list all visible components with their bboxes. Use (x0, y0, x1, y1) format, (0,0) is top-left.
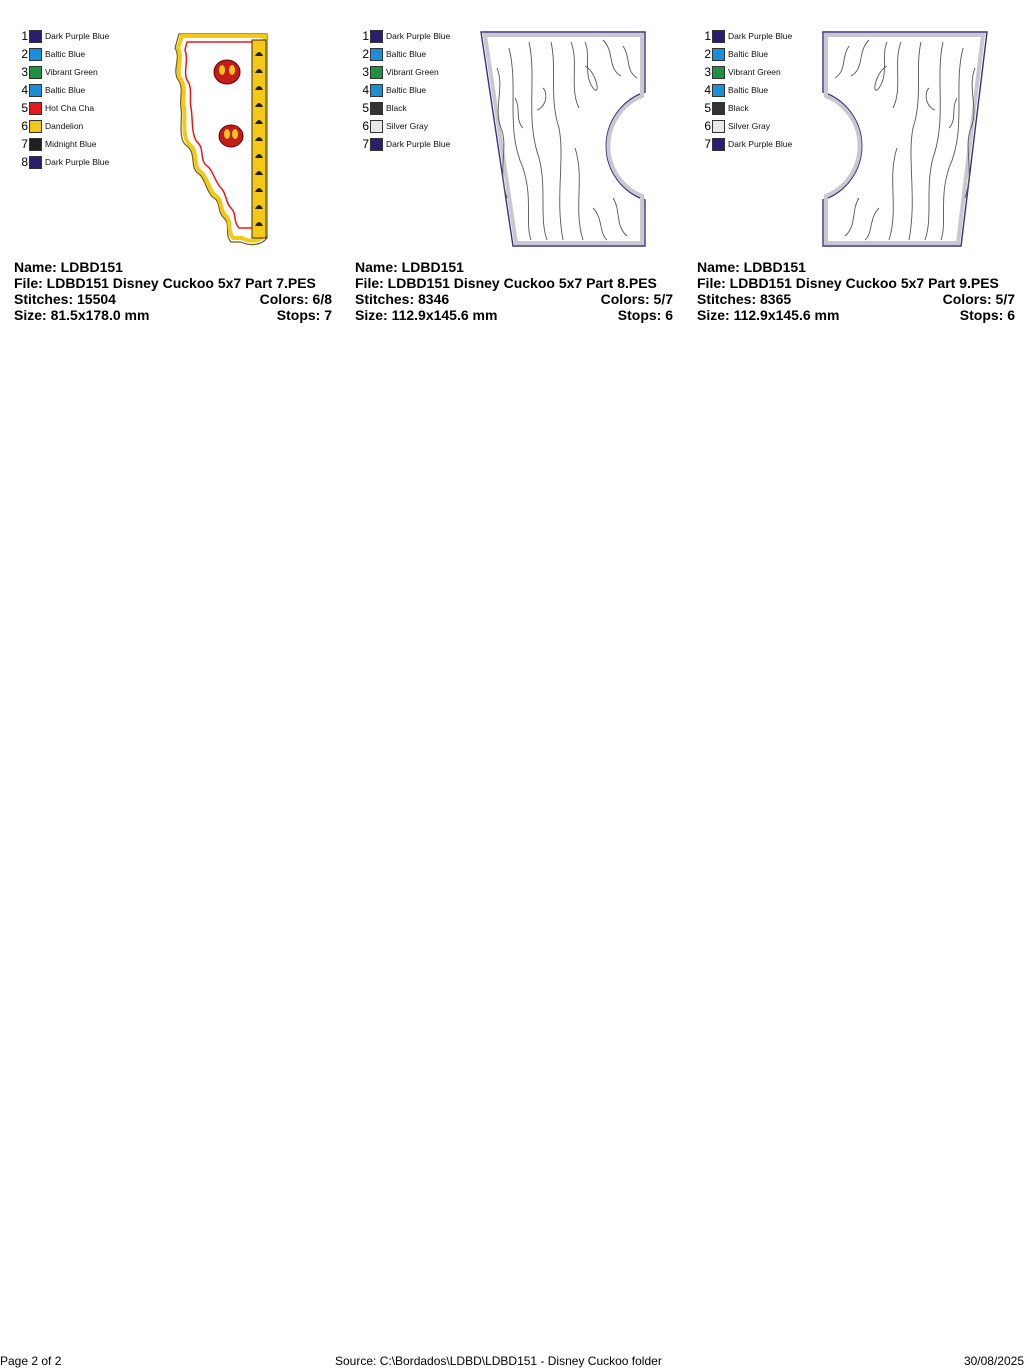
stop-count: Stops: 7 (276, 307, 332, 323)
design-name: Name: LDBD151 (355, 259, 464, 275)
color-swatch (29, 48, 42, 61)
design-card-part-7 (14, 0, 344, 330)
palette-row: 4 Baltic Blue (362, 83, 427, 97)
palette-row: 7 Midnight Blue (21, 137, 97, 151)
color-swatch (29, 30, 42, 43)
color-swatch (370, 84, 383, 97)
color-swatch (29, 84, 42, 97)
design-size: Size: 112.9x145.6 mm (355, 307, 498, 323)
design-info (697, 259, 1015, 323)
color-count: Colors: 6/8 (259, 291, 332, 307)
palette-row: 2 Baltic Blue (21, 47, 86, 61)
color-swatch (712, 30, 725, 43)
design-card-part-8 (355, 0, 685, 330)
design-file: File: LDBD151 Disney Cuckoo 5x7 Part 8.PES (355, 275, 657, 291)
palette-row: 4 Baltic Blue (21, 83, 86, 97)
page-number: Page 2 of 2 (0, 1354, 62, 1368)
palette-row: 5 Black (362, 101, 407, 115)
color-swatch (29, 66, 42, 79)
palette-row: 1 Dark Purple Blue (704, 29, 793, 43)
color-swatch (712, 66, 725, 79)
stitch-count: Stitches: 15504 (14, 291, 116, 307)
color-count: Colors: 5/7 (600, 291, 673, 307)
palette-row: 1 Dark Purple Blue (21, 29, 110, 43)
palette-row: 4 Baltic Blue (704, 83, 769, 97)
design-name: Name: LDBD151 (697, 259, 806, 275)
stitch-count: Stitches: 8346 (355, 291, 450, 307)
palette-row: 5 Hot Cha Cha (21, 101, 95, 115)
design-size: Size: 112.9x145.6 mm (697, 307, 840, 323)
design-size: Size: 81.5x178.0 mm (14, 307, 150, 323)
design-file: File: LDBD151 Disney Cuckoo 5x7 Part 7.PES (14, 275, 316, 291)
color-swatch (29, 138, 42, 151)
palette-row: 8 Dark Purple Blue (21, 155, 110, 169)
color-swatch (370, 120, 383, 133)
palette-row: 6 Dandelion (21, 119, 84, 133)
color-swatch (370, 30, 383, 43)
design-card-part-9 (697, 0, 1024, 330)
palette-row: 6 Silver Gray (362, 119, 429, 133)
palette-row: 6 Silver Gray (704, 119, 771, 133)
design-info (355, 259, 673, 323)
color-swatch (370, 102, 383, 115)
color-swatch (712, 102, 725, 115)
embroidery-preview-part-8 (475, 28, 655, 252)
design-info (14, 259, 332, 323)
palette-row: 3 Vibrant Green (704, 65, 781, 79)
stop-count: Stops: 6 (617, 307, 673, 323)
color-palette (18, 27, 168, 171)
print-date: 30/08/2025 (963, 1354, 1024, 1368)
embroidery-preview-part-7 (169, 28, 279, 248)
stitch-count: Stitches: 8365 (697, 291, 792, 307)
palette-row: 7 Dark Purple Blue (362, 137, 451, 151)
color-swatch (370, 138, 383, 151)
color-swatch (712, 138, 725, 151)
design-file: File: LDBD151 Disney Cuckoo 5x7 Part 9.PES (697, 275, 999, 291)
color-swatch (712, 120, 725, 133)
color-swatch (370, 66, 383, 79)
color-swatch (29, 120, 42, 133)
palette-row: 5 Black (704, 101, 749, 115)
palette-row: 1 Dark Purple Blue (362, 29, 451, 43)
color-swatch (29, 156, 42, 169)
palette-row: 7 Dark Purple Blue (704, 137, 793, 151)
palette-row: 2 Baltic Blue (362, 47, 427, 61)
source-path: Source: C:\Bordados\LDBD\LDBD151 - Disney Cuckoo folder (335, 1354, 662, 1368)
color-count: Colors: 5/7 (942, 291, 1015, 307)
palette-row: 3 Vibrant Green (21, 65, 98, 79)
stop-count: Stops: 6 (959, 307, 1015, 323)
color-swatch (712, 48, 725, 61)
color-swatch (370, 48, 383, 61)
color-swatch (29, 102, 42, 115)
palette-row: 2 Baltic Blue (704, 47, 769, 61)
color-swatch (712, 84, 725, 97)
palette-row: 3 Vibrant Green (362, 65, 439, 79)
design-name: Name: LDBD151 (14, 259, 123, 275)
embroidery-preview-part-9 (817, 28, 997, 252)
